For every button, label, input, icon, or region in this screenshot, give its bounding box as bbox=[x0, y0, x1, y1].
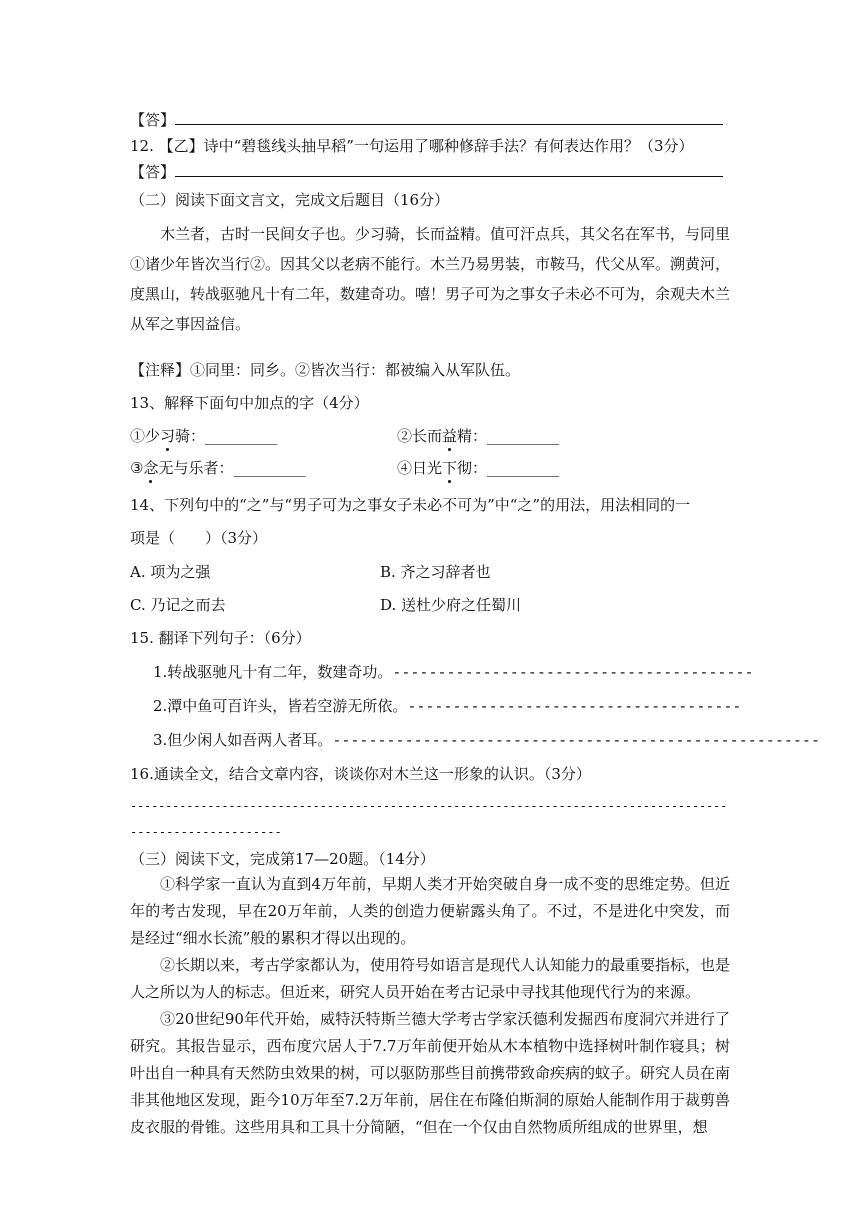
q13-item-3-post: 无与乐者： bbox=[158, 459, 234, 477]
q13-item-4-dotted-char: 下 bbox=[442, 459, 458, 477]
q13-item-4-pre: ④日光 bbox=[397, 459, 443, 477]
q16-prompt: 16.通读全文，结合文章内容，谈谈你对木兰这一形象的认识。（3分） bbox=[130, 765, 591, 783]
q11-answer-blank[interactable] bbox=[175, 110, 723, 125]
q15-sentence-1-text: 1.转战驱驰凡十有二年，数建奇功。 bbox=[153, 663, 393, 681]
q13-item-4 bbox=[397, 458, 559, 478]
q14-prompt-line2: 项是（ ）（3分） bbox=[130, 529, 268, 547]
q15-sentence-3 bbox=[153, 730, 820, 750]
q13-item-1 bbox=[130, 426, 277, 446]
section2-note: 【注释】①同里：同乡。②皆次当行：都被编入从军队伍。 bbox=[130, 361, 521, 379]
q13-item-2-blank[interactable]: ________ bbox=[487, 427, 560, 445]
q13-item-1-pre: ①少 bbox=[130, 427, 161, 445]
q14-prompt-line1: 14、下列句中的“之”与“男子可为之事女子未必不可为”中“之”的用法，用法相同的一 bbox=[130, 496, 691, 514]
q16-answer-blank-1[interactable]: ------------------------------------------------------------------------------------- bbox=[130, 799, 728, 813]
q13-item-1-dotted-char: 习 bbox=[160, 427, 176, 445]
q15-sentence-1 bbox=[153, 662, 754, 682]
q14-option-b[interactable]: B. 齐之习辞者也 bbox=[380, 563, 491, 581]
q13-prompt: 13、解释下面句中加点的字（4分） bbox=[130, 394, 369, 412]
section3-paragraph-1: ①科学家一直认为直到4万年前，早期人类才开始突破自身一成不变的思维定势。但近年的考古发现，早在20万年前，人类的创造力便崭露头角了。不过，不是进化中突发，而是经过“细水长流”般的累积才得以出现的。 bbox=[130, 875, 730, 947]
q15-sentence-2 bbox=[153, 696, 741, 716]
section2-heading: （二）阅读下面文言文，完成文后题目（16分） bbox=[130, 191, 450, 209]
q13-item-3-blank[interactable]: ________ bbox=[233, 459, 306, 477]
q14-option-d[interactable]: D. 送杜少府之任蜀川 bbox=[380, 596, 522, 614]
q15-sentence-2-blank[interactable]: ------------------------------------- bbox=[407, 697, 742, 715]
q12-answer-row bbox=[130, 162, 723, 182]
q13-item-3-dotted-char: 念 bbox=[143, 459, 159, 477]
section3-paragraph-2: ②长期以来，考古学家都认为，使用符号如语言是现代人认知能力的最重要指标，也是人之所以为人的标志。但近来，研究人员开始在考古记录中寻找其他现代行为的来源。 bbox=[130, 956, 731, 1001]
q15-prompt: 15. 翻译下列句子：（6分） bbox=[130, 629, 311, 647]
q13-item-3-pre: ③ bbox=[130, 459, 144, 477]
q13-item-2-post: 精： bbox=[457, 427, 488, 445]
q11-answer-label: 【答】 bbox=[130, 111, 176, 129]
q13-item-1-post: 骑： bbox=[175, 427, 206, 445]
q14-option-c[interactable]: C. 乃记之而去 bbox=[130, 596, 226, 614]
q12-question: 12. 【乙】诗中“碧毯线头抽早稻”一句运用了哪种修辞手法？有何表达作用？（3分） bbox=[130, 137, 694, 155]
q16-answer-blank-2[interactable]: --------------------- bbox=[130, 825, 282, 839]
q12-answer-blank[interactable] bbox=[175, 162, 723, 177]
q15-sentence-3-text: 3.但少闲人如吾两人者耳。 bbox=[153, 731, 333, 749]
q12-answer-label: 【答】 bbox=[130, 163, 176, 181]
section3-heading: （三）阅读下文，完成第17—20题。（14分） bbox=[130, 850, 435, 868]
q13-item-2-dotted-char: 益 bbox=[442, 427, 458, 445]
section2-passage: 木兰者，古时一民间女子也。少习骑，长而益精。值可汗点兵，其父名在军书，与同里①诸少年皆次当行②。因其父以老病不能行。木兰乃易男装，市鞍马，代父从军。溯黄河，度黑山，转战驱驰凡十有二年，数建奇功。嘻！男子可为之事女子未必不可为，余观夫木兰从军之事因益信。 bbox=[130, 225, 731, 333]
q11-answer-row bbox=[130, 110, 723, 130]
q14-option-a[interactable]: A. 项为之强 bbox=[130, 563, 211, 581]
q15-sentence-1-blank[interactable]: ---------------------------------------- bbox=[392, 663, 754, 681]
q15-sentence-3-blank[interactable]: ------------------------------------------------------ bbox=[332, 731, 820, 749]
q13-item-4-post: 彻： bbox=[457, 459, 488, 477]
q13-item-2-pre: ②长而 bbox=[397, 427, 443, 445]
q13-item-4-blank[interactable]: ________ bbox=[487, 459, 560, 477]
section3-paragraph-3: ③20世纪90年代开始，威特沃特斯兰德大学考古学家沃德利发掘西布度洞穴并进行了研究。其报告显示，西布度穴居人于7.7万年前便开始从木本植物中选择树叶制作寝具；树叶出自一种具有天然防虫效果的树，可以驱防那些目前携带致命疾病的蚊子。研究人员在南非其他地区发现，距今10万年至7.2万年前，居住在布隆伯斯洞的原始人能制作用于裁剪兽皮衣服的骨锥。这些用具和工具十分简陋，“但在一个仅由自然物质所组成的世界里，想 bbox=[130, 1010, 731, 1136]
q15-sentence-2-text: 2.潭中鱼可百许头，皆若空游无所依。 bbox=[153, 697, 408, 715]
q13-item-3 bbox=[130, 458, 306, 478]
q13-item-2 bbox=[397, 426, 559, 446]
q13-item-1-blank[interactable]: ________ bbox=[205, 427, 278, 445]
